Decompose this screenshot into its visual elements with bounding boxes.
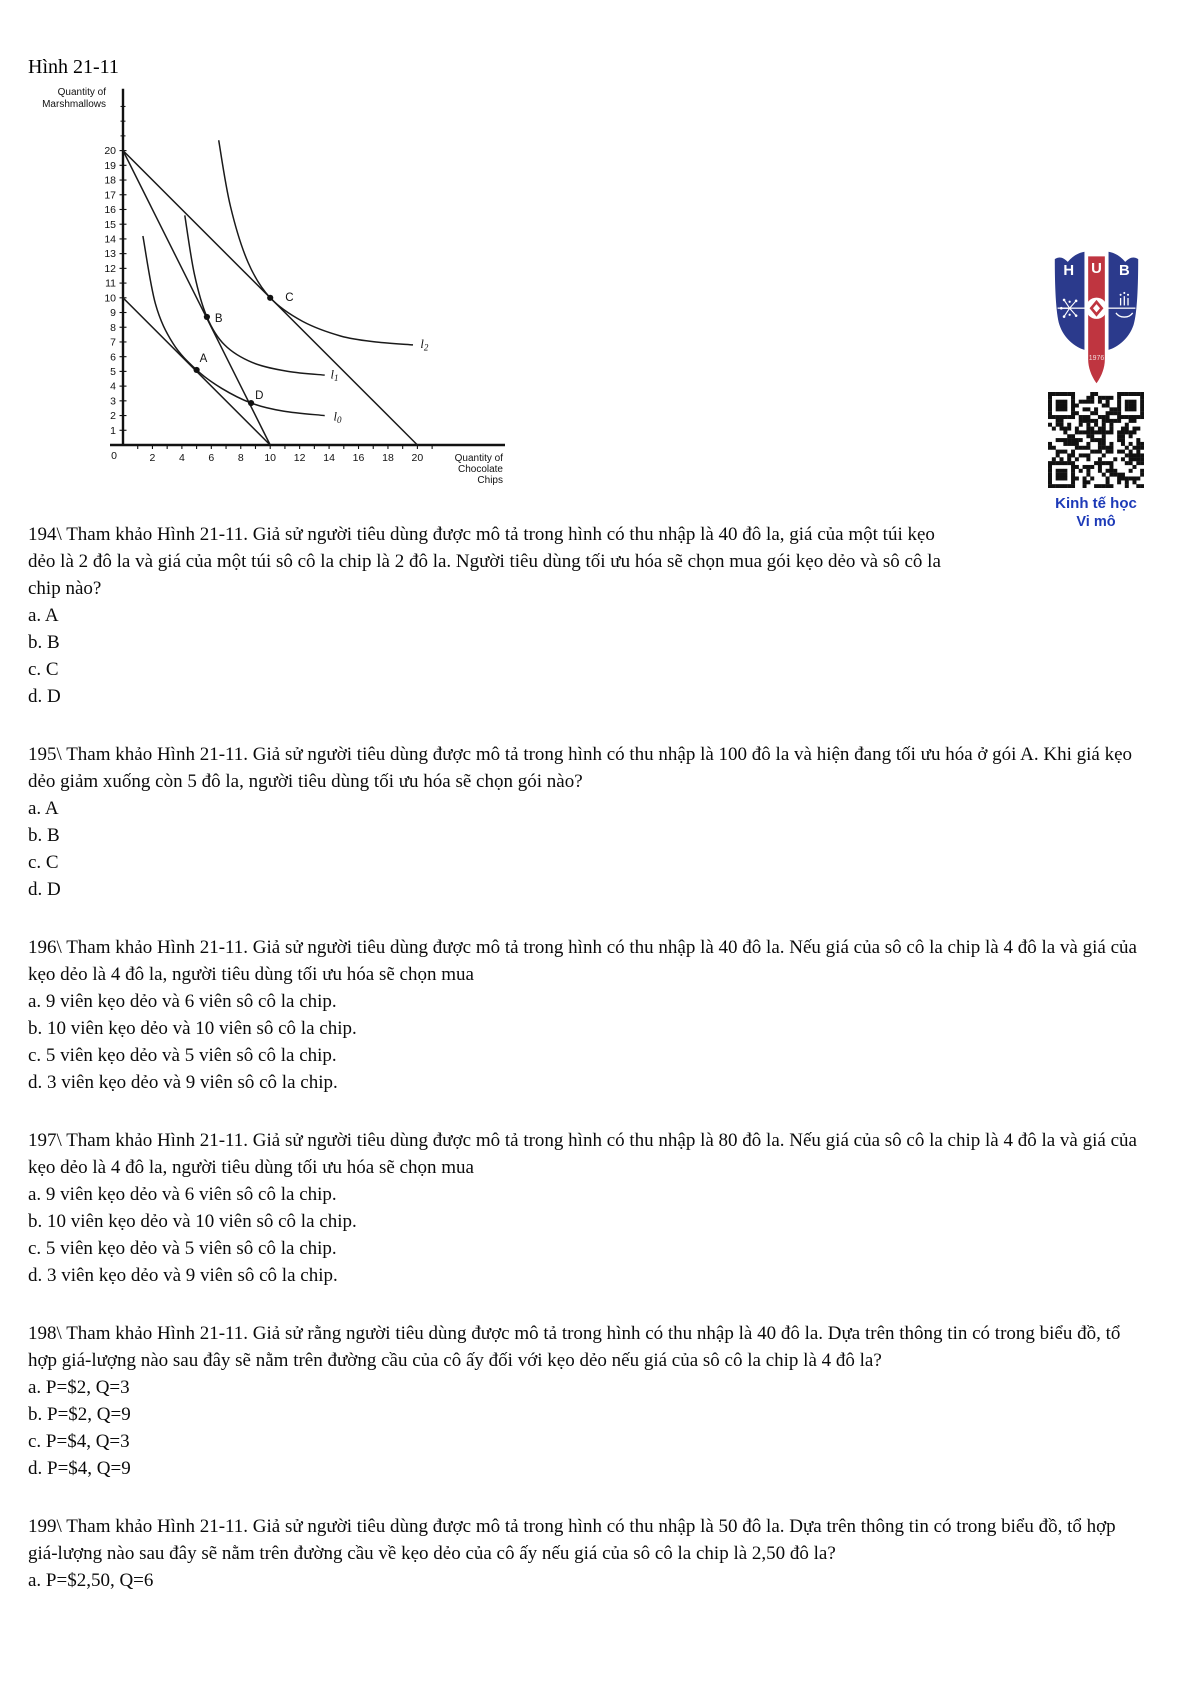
curve-label-I1: $l_1$ — [330, 367, 339, 383]
question-text — [28, 1513, 1138, 1567]
svg-text:17: 17 — [104, 189, 116, 202]
question-199 — [28, 1513, 1168, 1594]
logo-year: 1976 — [1088, 355, 1104, 363]
option: a. A — [28, 798, 59, 819]
svg-text:2: 2 — [149, 452, 156, 464]
option: b. 10 viên kẹo dẻo và 10 viên sô cô la chip. — [28, 1211, 357, 1232]
svg-text:7: 7 — [110, 336, 116, 349]
bundle-label-B: B — [214, 312, 223, 325]
question-number: 198\ — [28, 1323, 67, 1344]
svg-text:Quantity of: Quantity of — [454, 453, 503, 464]
coin-icon — [1085, 298, 1106, 319]
option: b. P=$2, Q=9 — [28, 1404, 131, 1425]
svg-text:16: 16 — [104, 204, 116, 217]
option: a. P=$2,50, Q=6 — [28, 1570, 154, 1591]
option: c. C — [28, 659, 59, 680]
option: c. C — [28, 852, 59, 873]
svg-text:5: 5 — [110, 366, 116, 378]
svg-text:10: 10 — [264, 452, 277, 464]
question-body: Tham khảo Hình 21-11. Giả sử người tiêu dùng được mô tả trong hình có thu nhập là 80 đô la. Nếu giá của sô cô la chip là 4 đô la và giá của kẹo dẻo là 4 đô la, người tiêu dùng tối ưu hóa sẽ chọn mua — [28, 1130, 1137, 1178]
question-number: 197\ — [28, 1130, 67, 1151]
svg-text:4: 4 — [178, 452, 185, 464]
svg-text:Marshmallows: Marshmallows — [42, 99, 106, 110]
svg-text:8: 8 — [110, 321, 116, 334]
option: d. 3 viên kẹo dẻo và 9 viên sô cô la chip. — [28, 1072, 338, 1093]
logo-letter-h: H — [1062, 262, 1074, 279]
option: a. A — [28, 605, 59, 626]
qr-code — [1048, 392, 1144, 488]
caption-subject: Kinh tế học — [1055, 495, 1137, 512]
brand-column — [1040, 248, 1152, 531]
question-text — [28, 1127, 1138, 1181]
question-197 — [28, 1127, 1168, 1289]
bundle-point-C — [267, 295, 273, 301]
option: c. P=$4, Q=3 — [28, 1431, 130, 1452]
option: a. P=$2, Q=3 — [28, 1377, 130, 1398]
svg-text:11: 11 — [105, 277, 116, 290]
question-body: Tham khảo Hình 21-11. Giả sử người tiêu dùng được mô tả trong hình có thu nhập là 50 đô la. Dựa trên thông tin có trong biểu đồ, tổ hợp giá-lượng nào sau đây sẽ nằm trên đường cầu về kẹo dẻo của cô ấy nếu giá của sô cô la chip là 2,50 đô la? — [28, 1516, 1116, 1564]
svg-text:3: 3 — [110, 395, 116, 408]
question-body: Tham khảo Hình 21-11. Giả sử rằng người tiêu dùng được mô tả trong hình có thu nhập là 40 đô la. Dựa trên thông tin có trong biểu đồ, tổ hợp giá-lượng nào sau đây sẽ nằm trên đường cầu của cô ấy đối với kẹo dẻo nếu giá của sô cô la chip là 4 đô la? — [28, 1323, 1121, 1371]
svg-text:14: 14 — [323, 452, 335, 464]
question-194 — [28, 521, 1168, 710]
option: b. B — [28, 632, 60, 653]
svg-text:12: 12 — [293, 452, 306, 464]
question-text — [28, 1320, 1138, 1374]
question-body: Tham khảo Hình 21-11. Giả sử người tiêu dùng được mô tả trong hình có thu nhập là 100 đô la và hiện đang tối ưu hóa ở gói A. Khi giá kẹo dẻo giảm xuống còn 5 đô la, người tiêu dùng tối ưu hóa sẽ chọn gói nào? — [28, 744, 1133, 792]
question-number: 194\ — [28, 524, 67, 545]
svg-text:Chocolate: Chocolate — [457, 464, 503, 475]
option: c. 5 viên kẹo dẻo và 5 viên sô cô la chip. — [28, 1238, 337, 1259]
option: d. 3 viên kẹo dẻo và 9 viên sô cô la chip. — [28, 1265, 338, 1286]
logo-letter-b: B — [1118, 262, 1130, 279]
curve-label-I2: $l_2$ — [420, 337, 429, 353]
option: a. 9 viên kẹo dẻo và 6 viên sô cô la chip. — [28, 1184, 337, 1205]
svg-text:4: 4 — [110, 380, 116, 393]
question-body: Tham khảo Hình 21-11. Giả sử người tiêu dùng được mô tả trong hình có thu nhập là 40 đô la, giá của một túi kẹo dẻo là 2 đô la và giá của một túi sô cô la chip là 2 đô la. Người tiêu dùng tối ưu hóa sẽ chọn mua gói kẹo dẻo và sô cô la chip nào? — [28, 524, 941, 599]
indifference-curve-chart — [0, 0, 560, 500]
question-195 — [28, 741, 1168, 903]
option: d. P=$4, Q=9 — [28, 1458, 131, 1479]
bundle-point-D — [248, 400, 254, 406]
curve-label-I0: $l_0$ — [333, 409, 342, 425]
question-list — [28, 521, 1168, 1625]
bundle-label-A: A — [199, 352, 208, 365]
option: d. D — [28, 686, 61, 707]
svg-text:18: 18 — [104, 174, 116, 187]
option: c. 5 viên kẹo dẻo và 5 viên sô cô la chip. — [28, 1045, 337, 1066]
question-text — [28, 521, 963, 602]
bundle-label-D: D — [255, 390, 264, 403]
question-198 — [28, 1320, 1168, 1482]
svg-text:2: 2 — [110, 410, 116, 423]
bundle-label-C: C — [285, 291, 294, 304]
svg-text:12: 12 — [104, 262, 116, 275]
svg-text:20: 20 — [411, 452, 424, 464]
svg-text:10: 10 — [104, 292, 116, 305]
svg-text:20: 20 — [104, 145, 116, 158]
logo-letter-u: U — [1090, 261, 1102, 278]
svg-text:Chips: Chips — [477, 475, 503, 486]
svg-text:6: 6 — [208, 452, 215, 464]
question-number: 195\ — [28, 744, 67, 765]
hub-logo — [1050, 248, 1143, 387]
svg-text:1: 1 — [110, 424, 116, 437]
option: d. D — [28, 879, 61, 900]
question-text — [28, 934, 1138, 988]
svg-text:9: 9 — [110, 307, 116, 320]
svg-text:19: 19 — [104, 159, 116, 172]
figure-title: Hình 21-11 — [28, 56, 119, 78]
indifference-curve-I2 — [219, 140, 413, 345]
budget-line-steep — [123, 151, 270, 445]
svg-text:18: 18 — [382, 452, 394, 464]
svg-text:13: 13 — [104, 248, 116, 261]
svg-text:8: 8 — [237, 452, 244, 464]
question-text — [28, 741, 1138, 795]
caption-course: Vi mô — [1076, 514, 1116, 530]
svg-text:15: 15 — [104, 218, 116, 231]
option: a. 9 viên kẹo dẻo và 6 viên sô cô la chip. — [28, 991, 337, 1012]
question-number: 199\ — [28, 1516, 67, 1537]
svg-text:6: 6 — [110, 351, 116, 364]
question-body: Tham khảo Hình 21-11. Giả sử người tiêu dùng được mô tả trong hình có thu nhập là 40 đô la. Nếu giá của sô cô la chip là 4 đô la và giá của kẹo dẻo là 4 đô la, người tiêu dùng tối ưu hóa sẽ chọn mua — [28, 937, 1137, 985]
svg-text:16: 16 — [352, 452, 365, 464]
question-number: 196\ — [28, 937, 67, 958]
bundle-point-B — [204, 314, 210, 320]
indifference-curve-I1 — [185, 215, 325, 375]
option: b. B — [28, 825, 60, 846]
bundle-point-A — [194, 367, 200, 373]
svg-text:14: 14 — [104, 233, 116, 246]
option: b. 10 viên kẹo dẻo và 10 viên sô cô la chip. — [28, 1018, 357, 1039]
question-196 — [28, 934, 1168, 1096]
svg-text:0: 0 — [111, 450, 117, 462]
svg-text:Quantity of: Quantity of — [57, 87, 106, 98]
